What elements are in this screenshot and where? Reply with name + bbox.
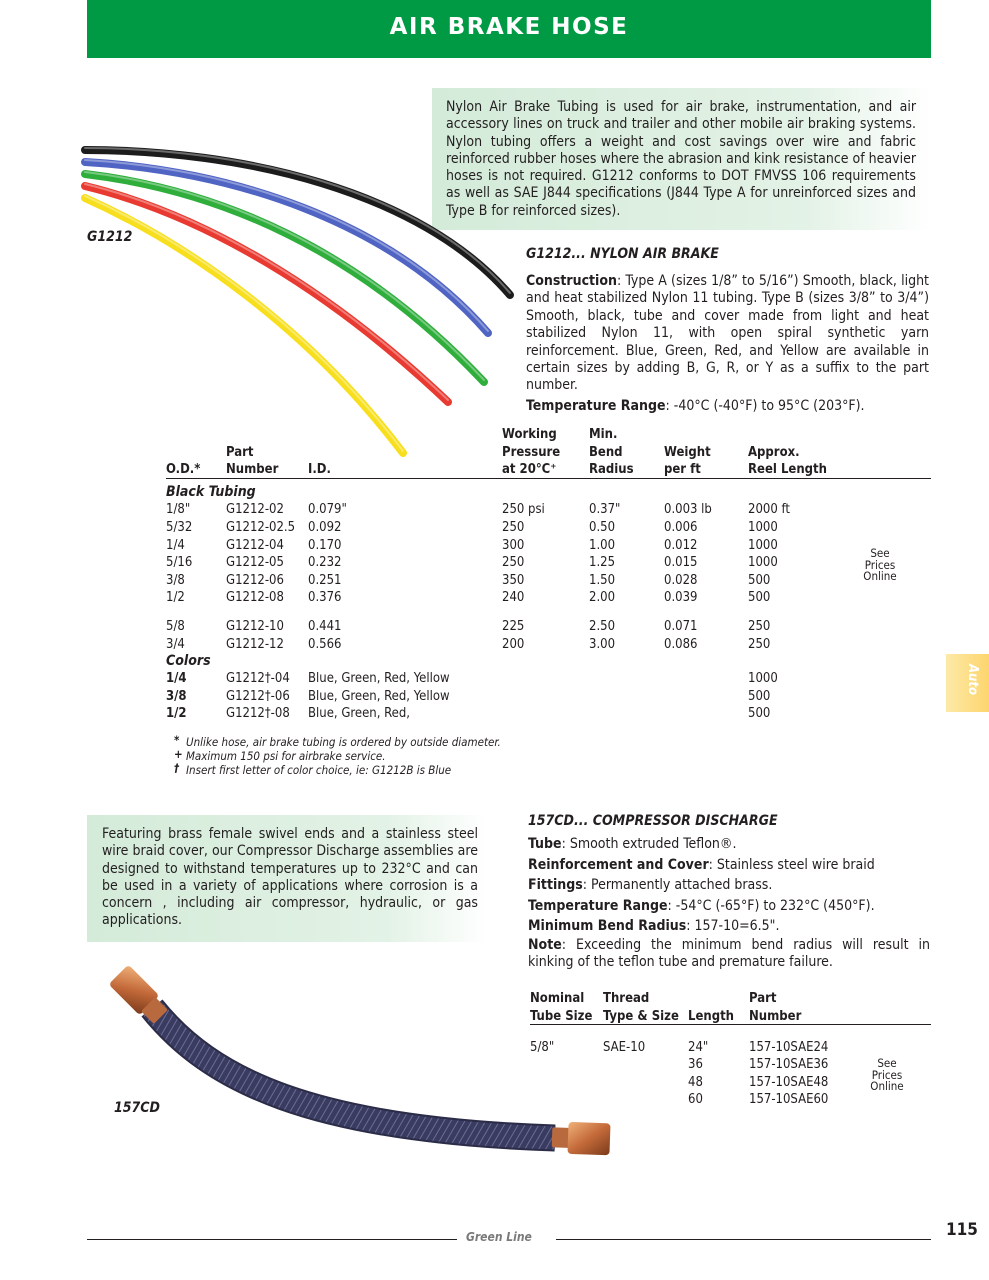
157cd-table-rule [530, 1024, 931, 1025]
table-cell-reel: 1000 [748, 520, 778, 535]
construction-text: : Type A (sizes 1/8” to 5/16”) Smooth, black, light and heat stabilized Nylon 11 tubing. Type B (sizes 3/8” to 3/4”) Smooth, black, tube and cover made from light and heat stabilized Nylon 11, with open spiral synthetic yarn reinforcement. Blue, Green, Red, and Yellow are available in certain sizes by adding B, G, R, or Y as a suffix to the part number. [526, 273, 929, 394]
table-cell-od: 1/2 [166, 590, 185, 605]
table-cell-od: 1/4 [166, 538, 185, 553]
table-cell-reel: 1000 [748, 671, 778, 686]
table-cell-length: 36 [688, 1057, 703, 1072]
see-prices-line: See [870, 546, 890, 560]
table-cell-id: 0.232 [308, 555, 342, 570]
page-number: 115 [946, 1220, 978, 1240]
column-header-size: Tube Size [530, 1008, 593, 1024]
157cd-heading: 157CD... COMPRESSOR DISCHARGE [528, 813, 778, 829]
table-cell-thread: SAE-10 [603, 1040, 646, 1055]
table-cell-weight: 0.006 [664, 520, 698, 535]
page-header-bar [87, 0, 931, 58]
spec-line [528, 916, 930, 937]
table-cell-pressure: 225 [502, 619, 525, 634]
spec-text: : Permanently attached brass. [582, 877, 773, 893]
table-cell-reel: 2000 ft [748, 502, 790, 517]
g1212-construction [526, 273, 929, 395]
see-prices-line: See [877, 1056, 897, 1070]
construction-label: Construction [526, 273, 617, 289]
table-cell-reel: 500 [748, 706, 771, 721]
auto-tab-label: Auto [965, 664, 980, 696]
table-cell-part: G1212†-06 [226, 689, 290, 704]
table-cell-reel: 1000 [748, 555, 778, 570]
spec-text: : 157-10=6.5". [686, 918, 780, 934]
table-cell-part: 157-10SAE60 [749, 1092, 829, 1107]
footer-rule-right [556, 1239, 931, 1240]
table-cell-part: G1212-05 [226, 555, 284, 570]
column-header-reel: Approx. [748, 444, 800, 460]
footer-rule-left [87, 1239, 457, 1240]
table-cell-id: 0.170 [308, 538, 342, 553]
spec-text: : Stainless steel wire braid [708, 856, 875, 873]
table-cell-weight: 0.015 [664, 555, 698, 570]
table-cell-part: G1212-02 [226, 502, 284, 517]
spec-label: Fittings [528, 877, 583, 893]
see-prices-line: Online [870, 1079, 904, 1093]
column-header-weight: Weight [664, 444, 711, 460]
table-cell-od: 3/8 [166, 573, 185, 588]
table-cell-id: 0.251 [308, 573, 342, 588]
column-header-od: O.D.* [166, 462, 201, 477]
table-cell-bend: 1.25 [589, 555, 616, 570]
table-cell-od: 3/4 [166, 637, 185, 652]
table-cell-reel: 500 [748, 590, 771, 605]
table-cell-pressure: 250 [502, 555, 525, 570]
table-cell-bend: 1.50 [589, 573, 616, 588]
footnote-mark: † [174, 761, 180, 775]
spec-label: Tube [528, 836, 562, 852]
table-cell-id: 0.079" [308, 502, 347, 517]
157cd-image-label: 157CD [114, 1100, 160, 1116]
table-cell-part: G1212-12 [226, 637, 284, 652]
table-cell-part: G1212†-08 [226, 706, 290, 721]
red-tube [85, 186, 448, 402]
table-cell-weight: 0.003 lb [664, 502, 712, 517]
g1212-temperature [526, 398, 929, 415]
table-cell-weight: 0.071 [664, 619, 698, 634]
spec-text: : Smooth extruded Teflon®. [561, 836, 737, 852]
table-cell-part: 157-10SAE24 [749, 1040, 829, 1055]
table-cell-part: G1212-06 [226, 573, 284, 588]
table-cell-length: 24" [688, 1040, 709, 1055]
intro-text: Nylon Air Brake Tubing is used for air brake, instrumentation, and air accessory lines on truck and trailer and other mobile air braking systems. Nylon tubing offers a weight and cost savings over wire and fabric reinforced rubber hoses where the abrasion and kink resistance of heavier hoses is not required. G1212 conforms to DOT FMVSS 106 requirements as well as SAE J844 specifications (J844 Type A for unreinforced sizes and Type B for reinforced sizes). [446, 99, 916, 219]
table-cell-weight: 0.086 [664, 637, 698, 652]
footnote-mark: * [174, 733, 180, 747]
table-cell-pressure: 200 [502, 637, 525, 652]
table-cell-od: 1/2 [166, 706, 187, 721]
see-prices-online-2[interactable] [865, 1058, 909, 1093]
g1212-heading: G1212... NYLON AIR BRAKE [526, 246, 719, 262]
157cd-specs [528, 834, 930, 972]
nylon-tubing-image [60, 130, 530, 470]
table-cell-id: 0.376 [308, 590, 342, 605]
table-cell-length: 48 [688, 1075, 703, 1090]
spec-line [528, 855, 930, 876]
table-cell-bend: 3.00 [589, 637, 616, 652]
table-cell-reel: 500 [748, 573, 771, 588]
compressor-intro-text: Featuring brass female swivel ends and a stainless steel wire braid cover, our Compressor Discharge assemblies are designed to withstand temperatures up to 232°C and can be used in a variety of applications where corrosion is a concern , including air compressor, hydraulic, or gas applications. [102, 826, 478, 929]
spec-label: Note [528, 936, 562, 953]
spec-line [528, 937, 930, 972]
black-tubing-heading: Black Tubing [166, 484, 256, 500]
table-cell-bend: 2.00 [589, 590, 616, 605]
table-cell-colors: Blue, Green, Red, Yellow [308, 689, 450, 704]
spec-label: Temperature Range [528, 897, 668, 914]
temperature-text: : -40°C (-40°F) to 95°C (203°F). [665, 398, 865, 414]
table-cell-weight: 0.012 [664, 538, 698, 553]
table-cell-id: 0.566 [308, 637, 342, 652]
column-header-pressure: at 20°C⁺ [502, 462, 557, 477]
table-cell-id: 0.092 [308, 520, 342, 535]
table-cell-od: 5/32 [166, 520, 193, 535]
table-cell-part: 157-10SAE36 [749, 1057, 829, 1072]
table-cell-reel: 1000 [748, 538, 778, 553]
spec-label: Minimum Bend Radius [528, 918, 687, 934]
table-cell-reel: 500 [748, 689, 771, 704]
table-cell-bend: 2.50 [589, 619, 616, 634]
table-cell-part: 157-10SAE48 [749, 1075, 829, 1090]
table-cell-part: G1212-04 [226, 538, 284, 553]
column-header-part: Number [749, 1008, 802, 1024]
footnote-text: Unlike hose, air brake tubing is ordered by outside diameter. [186, 735, 501, 749]
see-prices-line: Prices [864, 557, 896, 572]
table-cell-weight: 0.039 [664, 590, 698, 605]
table-cell-od: 5/8 [166, 619, 185, 634]
table-cell-bend: 0.50 [589, 520, 616, 535]
auto-section-tab[interactable] [946, 654, 989, 712]
column-header-reel: Reel Length [748, 462, 827, 477]
column-header-part: Part [749, 991, 777, 1006]
page-title: AIR BRAKE HOSE [389, 14, 629, 40]
spec-line [528, 896, 930, 917]
table-cell-pressure: 250 psi [502, 502, 545, 517]
footer-brand: Green Line [466, 1230, 532, 1244]
column-header-thread: Type & Size [603, 1008, 679, 1024]
table-cell-reel: 250 [748, 619, 771, 634]
table-cell-pressure: 350 [502, 573, 525, 588]
column-header-bend: Radius [589, 462, 634, 477]
table-cell-id: 0.441 [308, 619, 342, 634]
table-cell-colors: Blue, Green, Red, [308, 706, 411, 721]
footnote-mark: + [174, 747, 183, 761]
table-cell-bend: 1.00 [589, 538, 616, 553]
table-cell-size: 5/8" [530, 1040, 555, 1055]
column-header-part: Part [226, 444, 254, 460]
g1212-image-label: G1212 [87, 229, 133, 245]
column-header-pressure: Pressure [502, 444, 561, 460]
table-cell-pressure: 250 [502, 520, 525, 535]
table-cell-part: G1212-10 [226, 619, 284, 634]
footnote-text: Maximum 150 psi for airbrake service. [186, 749, 386, 763]
see-prices-line: Online [863, 569, 897, 583]
g1212-table-rule [166, 478, 931, 479]
spec-label: Reinforcement and Cover [528, 856, 709, 873]
column-header-length: Length [688, 1008, 735, 1024]
table-cell-pressure: 240 [502, 590, 525, 605]
footnote-text: Insert first letter of color choice, ie: G1212B is Blue [186, 763, 452, 777]
spec-line [528, 875, 930, 896]
table-cell-bend: 0.37" [589, 502, 621, 517]
see-prices-line: Prices [871, 1067, 903, 1082]
see-prices-online-1[interactable] [858, 548, 902, 583]
column-header-thread: Thread [603, 991, 650, 1006]
table-cell-weight: 0.028 [664, 573, 698, 588]
colors-heading: Colors [166, 653, 211, 669]
table-cell-part: G1212-08 [226, 590, 284, 605]
table-cell-part: G1212-02.5 [226, 520, 296, 535]
table-cell-colors: Blue, Green, Red, Yellow [308, 671, 450, 686]
table-cell-reel: 250 [748, 637, 771, 652]
spec-text: : -54°C (-65°F) to 232°C (450°F). [667, 897, 875, 914]
table-cell-od: 5/16 [166, 555, 193, 570]
table-cell-od: 1/4 [166, 671, 187, 686]
column-header-bend: Min. [589, 427, 618, 442]
spec-line [528, 834, 930, 855]
red-tube-highlight [85, 184, 448, 400]
table-cell-pressure: 300 [502, 538, 525, 553]
table-cell-od: 3/8 [166, 689, 187, 704]
column-header-part: Number [226, 462, 279, 477]
column-header-id: I.D. [308, 462, 331, 477]
spec-text: : Exceeding the minimum bend radius will result in kinking of the teflon tube and premature failure. [528, 936, 930, 970]
column-header-pressure: Working [502, 427, 557, 442]
column-header-bend: Bend [589, 444, 623, 460]
column-header-size: Nominal [530, 991, 585, 1006]
table-cell-length: 60 [688, 1092, 703, 1107]
table-cell-od: 1/8" [166, 502, 191, 517]
table-cell-part: G1212†-04 [226, 671, 290, 686]
column-header-weight: per ft [664, 462, 701, 477]
temperature-label: Temperature Range [526, 398, 666, 414]
